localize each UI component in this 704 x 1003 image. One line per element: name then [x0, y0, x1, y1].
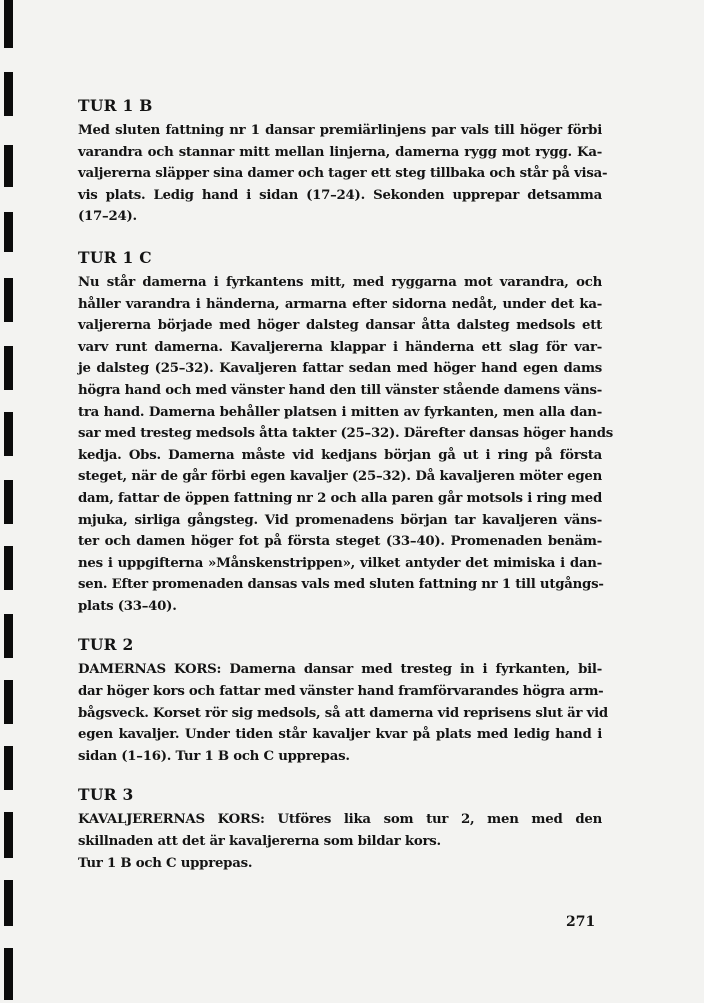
text-line: Tur 1 B och C upprepas.: [78, 855, 253, 871]
text-line: ter och damen höger fot på första steget (33–40). Promenaden benäm-: [78, 534, 602, 550]
text-line: Med sluten fattning nr 1 dansar premiärlinjens par vals till höger förbi: [78, 123, 602, 138]
text-line: tra hand. Damerna behåller platsen i mitten av fyrkanten, men alla dan-: [78, 404, 602, 420]
text-line: valjererna släpper sina damer och tager ett steg tillbaka och står på visa-: [78, 166, 608, 182]
text-line: mjuka, sirliga gångsteg. Vid promenadens början tar kavaljeren väns-: [78, 512, 602, 528]
binding-mark: [4, 412, 13, 456]
page-number: 271: [566, 914, 596, 930]
binding-mark: [4, 278, 13, 322]
text-line: (17–24).: [78, 209, 137, 225]
binding-mark: [4, 346, 13, 390]
binding-mark: [4, 680, 13, 724]
text-line: Nu står damerna i fyrkantens mitt, med ryggarna mot varandra, och: [78, 274, 602, 290]
binding-mark: [4, 145, 13, 187]
text-line: valjererna började med höger dalsteg dansar åtta dalsteg medsols ett: [78, 318, 602, 334]
section-heading: TUR 3: [78, 785, 134, 805]
text-line: je dalsteg (25–32). Kavaljeren fattar sedan med höger hand egen dams: [78, 361, 602, 377]
binding-mark: [4, 812, 13, 858]
binding-mark: [4, 480, 13, 524]
binding-mark: [4, 948, 13, 1000]
text-line: sar med tresteg medsols åtta takter (25–32). Därefter dansas höger hands: [78, 426, 614, 442]
binding-mark: [4, 746, 13, 790]
text-line: dar höger kors och fattar med vänster hand framförvarandes högra arm-: [78, 684, 604, 700]
section-tur-1b: [78, 96, 608, 228]
text-line: sen. Efter promenaden dansas vals med sluten fattning nr 1 till utgångs-: [78, 577, 604, 593]
section-tur-1c: [78, 247, 614, 618]
binding-marks: [0, 0, 14, 1003]
paragraph: [78, 120, 608, 228]
text-line: varandra och stannar mitt mellan linjerna, damerna rygg mot rygg. Ka-: [78, 144, 602, 160]
binding-mark: [4, 880, 13, 926]
text-line: kedja. Obs. Damerna måste vid kedjans början gå ut i ring på första: [78, 447, 602, 463]
text-line: varv runt damerna. Kavaljererna klappar i händerna ett slag för var-: [78, 339, 602, 355]
text-line: KAVALJERERNAS KORS: Utföres lika som tur 2, men med den: [78, 812, 602, 828]
text-line: nes i uppgifterna »Månskenstrippen», vilket antyder det mimiska i dan-: [78, 555, 602, 571]
page-text: [78, 96, 614, 874]
text-line: plats (33–40).: [78, 598, 177, 614]
text-line: DAMERNAS KORS: Damerna dansar med tresteg in i fyrkanten, bil-: [78, 662, 602, 678]
text-line: skillnaden att det är kavaljererna som bildar kors.: [78, 834, 441, 850]
binding-mark: [4, 546, 13, 590]
section-tur-3: [78, 785, 602, 874]
paragraph: [78, 659, 608, 767]
text-line: dam, fattar de öppen fattning nr 2 och alla paren går motsols i ring med: [78, 490, 602, 506]
binding-mark: [4, 212, 13, 252]
section-tur-2: [78, 635, 608, 767]
text-line: vis plats. Ledig hand i sidan (17–24). Sekonden upprepar detsamma: [78, 187, 602, 203]
binding-mark: [4, 72, 13, 116]
section-heading: TUR 2: [78, 635, 134, 655]
text-line: steget, när de går förbi egen kavaljer (25–32). Då kavaljeren möter egen: [78, 469, 602, 485]
text-line: bågsveck. Korset rör sig medsols, så att damerna vid reprisens slut är vid: [78, 705, 608, 721]
text-line: högra hand och med vänster hand den till vänster stående damens väns-: [78, 382, 602, 398]
binding-mark: [4, 0, 13, 48]
section-heading: TUR 1 B: [78, 96, 153, 115]
text-line: egen kavaljer. Under tiden står kavaljer kvar på plats med ledig hand i: [78, 727, 602, 743]
section-heading: TUR 1 C: [78, 247, 152, 267]
text-line: sidan (1–16). Tur 1 B och C upprepas.: [78, 748, 350, 764]
paragraph: [78, 272, 614, 618]
binding-mark: [4, 614, 13, 658]
paragraph: [78, 809, 602, 874]
text-line: håller varandra i händerna, armarna efter sidorna nedåt, under det ka-: [78, 296, 602, 312]
